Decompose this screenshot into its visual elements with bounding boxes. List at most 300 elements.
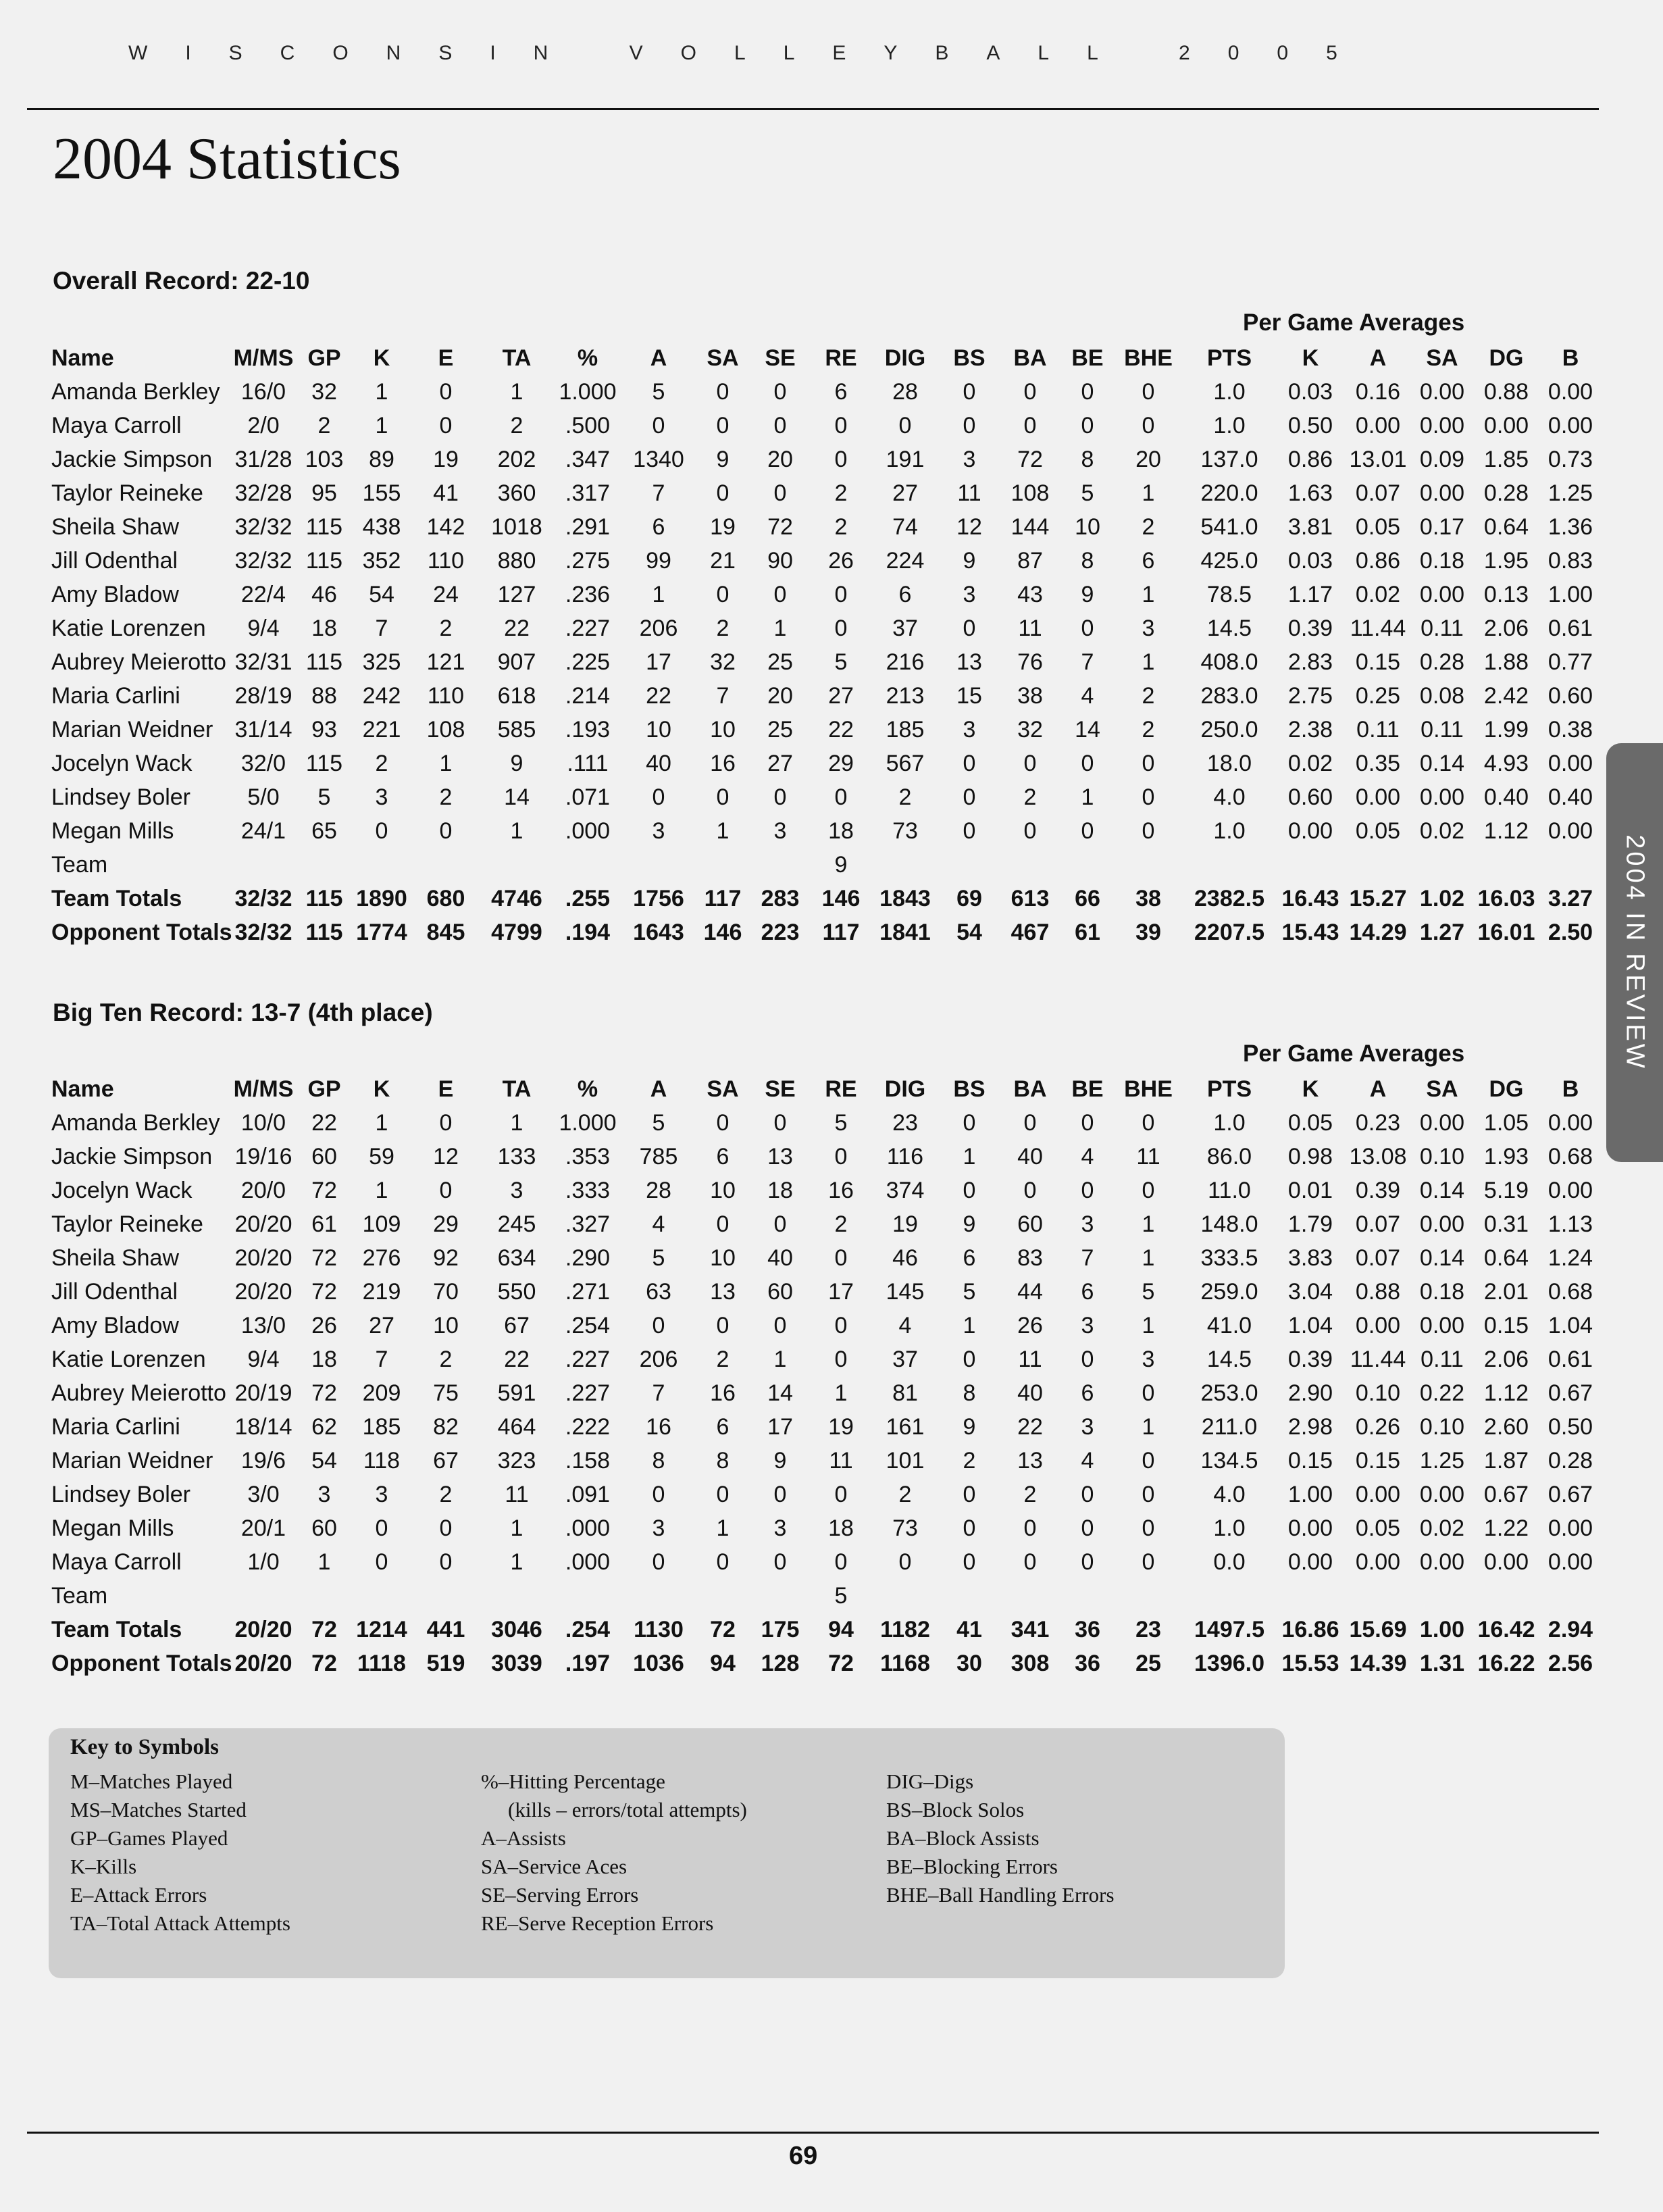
column-header: B: [1562, 1076, 1579, 1102]
stat-cell: 118: [363, 1447, 401, 1474]
stat-cell: 0: [834, 615, 848, 641]
stat-cell: 0: [834, 1346, 848, 1372]
stat-cell: 0.00: [1419, 1481, 1465, 1507]
stat-cell: 16: [828, 1177, 854, 1203]
key-entry: TA–Total Attack Attempts: [70, 1911, 290, 1935]
column-header: %: [577, 345, 598, 371]
stat-cell: 0: [898, 1549, 912, 1575]
stat-cell: 12: [433, 1143, 459, 1170]
stat-cell: [750, 1579, 811, 1613]
stat-cell: 26: [1017, 1312, 1043, 1338]
stat-cell: 0: [1142, 1481, 1155, 1507]
stat-cell: 0.64: [1483, 513, 1529, 540]
stat-cell: 1890: [356, 885, 407, 911]
column-header: Name: [51, 345, 114, 371]
stat-cell: Jill Odenthal: [51, 1278, 178, 1305]
stat-cell: 1: [963, 1312, 976, 1338]
stat-cell: 0.09: [1419, 446, 1465, 472]
stat-cell: 72: [311, 1616, 337, 1642]
key-entry: A–Assists: [481, 1826, 566, 1850]
player-row: [47, 747, 1601, 780]
stat-cell: 0: [773, 1312, 787, 1338]
stat-cell: 0.67: [1547, 1481, 1593, 1507]
stat-cell: 333.5: [1200, 1245, 1258, 1271]
stat-cell: 11: [1018, 615, 1042, 641]
player-row: [47, 611, 1601, 645]
stat-cell: .500: [565, 412, 611, 438]
stat-cell: 0.03: [1287, 547, 1333, 574]
stat-cell: 567: [886, 750, 925, 776]
stat-cell: 1018: [491, 513, 542, 540]
stat-cell: 1774: [356, 919, 407, 945]
stat-cell: 0: [716, 412, 730, 438]
stat-cell: 0: [963, 1481, 976, 1507]
player-row: [47, 510, 1601, 544]
stat-cell: 0: [834, 1549, 848, 1575]
stat-cell: 1: [510, 1549, 523, 1575]
stat-cell: 0.00: [1419, 784, 1465, 810]
stat-cell: 16/0: [240, 378, 286, 405]
stat-cell: 1: [510, 818, 523, 844]
stat-cell: 185: [362, 1413, 401, 1440]
player-row: [47, 1106, 1601, 1140]
stat-cell: 117: [704, 885, 742, 911]
stat-cell: 0: [1142, 378, 1155, 405]
stat-cell: [1412, 1579, 1473, 1613]
stat-cell: 15.43: [1281, 919, 1339, 945]
key-entry: SA–Service Aces: [481, 1855, 628, 1878]
stat-cell: 0.00: [1419, 1549, 1465, 1575]
side-tab-label: 2004 IN REVIEW: [1620, 834, 1649, 1071]
stat-cell: 5: [834, 1582, 848, 1609]
stat-cell: .158: [565, 1447, 611, 1474]
stat-cell: 1: [375, 412, 388, 438]
column-header: SE: [765, 345, 796, 371]
stat-cell: 1168: [880, 1650, 930, 1676]
player-row: [47, 713, 1601, 747]
stat-cell: 6: [652, 513, 665, 540]
stat-cell: 0: [1023, 750, 1037, 776]
stat-cell: 0: [1142, 1177, 1155, 1203]
stat-cell: 0: [834, 446, 848, 472]
stat-cell: 0: [1023, 818, 1037, 844]
stat-cell: 22: [1017, 1413, 1043, 1440]
stat-cell: 3: [1081, 1312, 1094, 1338]
stat-cell: .091: [565, 1481, 611, 1507]
stat-cell: 60: [311, 1143, 337, 1170]
stat-cell: 21: [710, 547, 736, 574]
key-entry: %–Hitting Percentage: [481, 1769, 665, 1793]
stat-cell: 10: [1075, 513, 1100, 540]
stat-cell: 40: [646, 750, 671, 776]
stat-cell: 3: [963, 581, 976, 607]
player-row: [47, 1342, 1601, 1376]
stat-cell: 2.83: [1287, 649, 1333, 675]
overall-stats-table: [47, 341, 1601, 949]
key-entry: DIG–Digs: [886, 1769, 974, 1793]
key-entry: (kills – errors/total attempts): [508, 1798, 747, 1821]
stat-cell: 2.94: [1547, 1616, 1593, 1642]
player-row: [47, 1478, 1601, 1511]
stat-cell: 0: [773, 378, 787, 405]
stat-cell: 221: [362, 716, 401, 743]
stat-cell: 1.25: [1419, 1447, 1465, 1474]
stat-cell: 0: [716, 1211, 730, 1237]
stat-cell: 27: [767, 750, 793, 776]
stat-cell: 1.25: [1547, 480, 1593, 506]
stat-cell: 0: [1023, 1515, 1037, 1541]
stat-cell: 276: [362, 1245, 401, 1271]
stat-cell: [480, 1579, 554, 1613]
stat-cell: 16.43: [1281, 885, 1339, 911]
stat-cell: 0.00: [1419, 1211, 1465, 1237]
stat-cell: 0.88: [1483, 378, 1529, 405]
stat-cell: 0.05: [1355, 818, 1401, 844]
stat-cell: 0: [375, 1549, 388, 1575]
key-entry: GP–Games Played: [70, 1826, 228, 1850]
stat-cell: [1115, 848, 1182, 882]
stat-cell: 0.40: [1547, 784, 1593, 810]
stat-cell: Maya Carroll: [51, 1549, 182, 1575]
stat-cell: 3046: [491, 1616, 542, 1642]
column-header: A: [1369, 1076, 1387, 1102]
stat-cell: 127: [497, 581, 536, 607]
stat-cell: 0.28: [1419, 649, 1465, 675]
stat-cell: 1.31: [1419, 1650, 1465, 1676]
stat-cell: 10: [710, 1245, 736, 1271]
stat-cell: 11: [1018, 1346, 1042, 1372]
stat-cell: 541.0: [1200, 513, 1258, 540]
stat-cell: 1: [317, 1549, 331, 1575]
stat-cell: 37: [892, 615, 918, 641]
stat-cell: 72: [311, 1245, 337, 1271]
stat-cell: 1.27: [1419, 919, 1465, 945]
stat-cell: 6: [716, 1413, 730, 1440]
stat-cell: 2.50: [1547, 919, 1593, 945]
stat-cell: 634: [497, 1245, 536, 1271]
stat-cell: 0.00: [1483, 412, 1529, 438]
stat-cell: 32/32: [234, 513, 292, 540]
stat-cell: 4: [1081, 682, 1094, 709]
stat-cell: 2: [439, 784, 453, 810]
stat-cell: .071: [565, 784, 611, 810]
stat-cell: 92: [433, 1245, 459, 1271]
stat-cell: 0: [1023, 378, 1037, 405]
stat-cell: 31/28: [234, 446, 292, 472]
stat-cell: .000: [565, 1515, 611, 1541]
stat-cell: 0: [652, 1481, 665, 1507]
stat-cell: 0: [439, 1177, 453, 1203]
stat-cell: 0.77: [1547, 649, 1593, 675]
stat-cell: [621, 848, 696, 882]
stat-cell: 209: [362, 1380, 401, 1406]
stat-cell: 223: [761, 919, 800, 945]
stat-cell: 220.0: [1200, 480, 1258, 506]
stat-cell: 40: [767, 1245, 793, 1271]
stat-cell: 3: [1142, 615, 1155, 641]
stat-cell: [1000, 848, 1060, 882]
stat-cell: 0.00: [1355, 1312, 1401, 1338]
stat-cell: 0.18: [1419, 1278, 1465, 1305]
stat-cell: 11: [1136, 1143, 1160, 1170]
stat-cell: 82: [433, 1413, 459, 1440]
stat-cell: 0.39: [1287, 1346, 1333, 1372]
stat-cell: 13: [710, 1278, 736, 1305]
stat-cell: 29: [433, 1211, 459, 1237]
stat-cell: 16.42: [1477, 1616, 1535, 1642]
stat-cell: [412, 1579, 480, 1613]
stat-cell: 175: [761, 1616, 800, 1642]
stat-cell: 2207.5: [1194, 919, 1264, 945]
stat-cell: 103: [305, 446, 344, 472]
key-column-3: [886, 1767, 1115, 1909]
stat-cell: 0.60: [1287, 784, 1333, 810]
key-title: Key to Symbols: [70, 1735, 220, 1759]
stat-cell: 0.25: [1355, 682, 1401, 709]
stat-cell: 0: [1142, 784, 1155, 810]
stat-cell: 61: [1075, 919, 1100, 945]
stat-cell: 0.05: [1287, 1109, 1333, 1136]
stat-cell: .000: [565, 818, 611, 844]
stat-cell: 75: [433, 1380, 459, 1406]
stat-cell: 13: [1017, 1447, 1043, 1474]
stat-cell: 3: [1081, 1211, 1094, 1237]
stat-cell: 0: [1081, 818, 1094, 844]
stat-cell: 7: [375, 615, 388, 641]
stat-cell: 108: [1010, 480, 1050, 506]
stat-cell: 438: [362, 513, 401, 540]
stat-cell: 72: [311, 1650, 337, 1676]
stat-cell: 16: [710, 750, 736, 776]
stat-cell: 9: [963, 1413, 976, 1440]
stat-cell: 6: [898, 581, 912, 607]
stat-cell: 5: [834, 649, 848, 675]
stat-cell: 216: [886, 649, 925, 675]
stat-cell: 0: [1142, 750, 1155, 776]
stat-cell: 54: [369, 581, 394, 607]
stat-cell: 2.06: [1483, 1346, 1529, 1372]
stat-cell: 1: [834, 1380, 848, 1406]
stat-cell: 0.02: [1355, 581, 1401, 607]
player-row: [47, 443, 1601, 476]
stat-cell: 2: [1023, 784, 1037, 810]
stat-cell: 17: [828, 1278, 854, 1305]
stat-cell: 3.04: [1287, 1278, 1333, 1305]
stat-cell: .111: [567, 750, 609, 776]
stat-cell: 0.00: [1547, 750, 1593, 776]
stat-cell: .194: [565, 919, 611, 945]
stat-cell: 0: [1142, 412, 1155, 438]
stat-cell: 1396.0: [1194, 1650, 1264, 1676]
running-header: WISCONSIN VOLLEYBALL 2005: [128, 42, 1375, 64]
stat-cell: 14.5: [1206, 1346, 1252, 1372]
stat-cell: 0: [716, 1312, 730, 1338]
stat-cell: 1.00: [1287, 1481, 1333, 1507]
stat-cell: 32: [1017, 716, 1043, 743]
stat-cell: 618: [497, 682, 536, 709]
stat-cell: Jackie Simpson: [51, 446, 213, 472]
stat-cell: [871, 1579, 939, 1613]
stat-cell: 4: [1081, 1143, 1094, 1170]
column-header: SA: [1426, 345, 1458, 371]
stat-cell: 0: [1142, 1447, 1155, 1474]
stat-cell: .290: [565, 1245, 611, 1271]
stat-cell: 0.38: [1547, 716, 1593, 743]
stat-cell: 13.01: [1349, 446, 1407, 472]
stat-cell: 1: [510, 1109, 523, 1136]
stat-cell: 2.90: [1287, 1380, 1333, 1406]
key-entry: MS–Matches Started: [70, 1798, 247, 1821]
stat-cell: 1: [375, 1177, 388, 1203]
stat-cell: [480, 848, 554, 882]
stat-cell: 3: [773, 1515, 787, 1541]
stat-cell: 67: [433, 1447, 459, 1474]
stat-cell: 3/0: [247, 1481, 280, 1507]
stat-cell: 94: [828, 1616, 854, 1642]
stat-cell: 1.17: [1287, 581, 1333, 607]
stat-cell: 72: [311, 1380, 337, 1406]
stat-cell: 0.15: [1483, 1312, 1529, 1338]
stat-cell: 211.0: [1201, 1413, 1258, 1440]
stat-cell: 0.02: [1419, 818, 1465, 844]
stat-cell: 0: [834, 412, 848, 438]
stat-cell: 14: [1075, 716, 1100, 743]
stat-cell: 14: [504, 784, 530, 810]
stat-cell: Megan Mills: [51, 1515, 174, 1541]
stat-cell: 3.27: [1547, 885, 1593, 911]
stat-cell: 1: [1142, 649, 1155, 675]
stat-cell: 1843: [879, 885, 931, 911]
stat-cell: 2: [834, 1211, 848, 1237]
stat-cell: Sheila Shaw: [51, 513, 180, 540]
stat-cell: 32/32: [234, 547, 292, 574]
key-entry: E–Attack Errors: [70, 1883, 207, 1907]
stat-cell: 11.44: [1350, 615, 1406, 641]
stat-cell: 0: [773, 1481, 787, 1507]
stat-cell: 325: [362, 649, 401, 675]
stat-cell: 72: [311, 1278, 337, 1305]
stat-cell: 27: [892, 480, 918, 506]
stat-cell: 1118: [357, 1650, 406, 1676]
stat-cell: 0: [652, 1312, 665, 1338]
player-row: [47, 1376, 1601, 1410]
stat-cell: 0: [716, 784, 730, 810]
stat-cell: Megan Mills: [51, 818, 174, 844]
stat-cell: 0: [963, 1109, 976, 1136]
stat-cell: .333: [565, 1177, 611, 1203]
stat-cell: 8: [1081, 547, 1094, 574]
stat-cell: 0: [963, 1515, 976, 1541]
stat-cell: 1: [375, 1109, 388, 1136]
stat-cell: .275: [565, 547, 611, 574]
stat-cell: 0.50: [1547, 1413, 1593, 1440]
stat-cell: 464: [497, 1413, 536, 1440]
stat-cell: 2: [963, 1447, 976, 1474]
stat-cell: 0.15: [1287, 1447, 1333, 1474]
stat-cell: Team: [51, 1582, 108, 1609]
stat-cell: 115: [305, 885, 343, 911]
stat-cell: 1: [716, 1515, 730, 1541]
stat-cell: 0.07: [1355, 1245, 1401, 1271]
stat-cell: 0: [1081, 1515, 1094, 1541]
stat-cell: 73: [892, 1515, 918, 1541]
stat-cell: 17: [646, 649, 671, 675]
stat-cell: 1841: [879, 919, 931, 945]
stat-cell: 1.0: [1213, 1515, 1246, 1541]
stat-cell: 20/0: [240, 1177, 286, 1203]
player-row: [47, 1410, 1601, 1444]
stat-cell: 9/4: [247, 1346, 280, 1372]
column-header: DIG: [884, 1076, 926, 1102]
stat-cell: 0.83: [1547, 547, 1593, 574]
player-row: [47, 1444, 1601, 1478]
bigten-heading: Big Ten Record: 13-7 (4th place): [53, 999, 433, 1026]
stat-cell: 40: [1017, 1143, 1043, 1170]
stat-cell: 2: [439, 1346, 453, 1372]
stat-cell: 78.5: [1206, 581, 1252, 607]
stat-cell: 374: [886, 1177, 925, 1203]
key-entry: K–Kills: [70, 1855, 137, 1878]
stat-cell: Jill Odenthal: [51, 547, 178, 574]
stat-cell: 0.00: [1419, 378, 1465, 405]
stat-cell: 11.0: [1208, 1177, 1251, 1203]
stat-cell: 0.00: [1287, 1515, 1333, 1541]
stat-cell: 224: [886, 547, 925, 574]
column-header: RE: [825, 345, 857, 371]
stat-cell: 5: [834, 1109, 848, 1136]
stat-cell: 0.28: [1483, 480, 1529, 506]
stat-cell: 20: [1135, 446, 1161, 472]
stat-cell: 1.04: [1287, 1312, 1333, 1338]
stat-cell: 0.13: [1483, 581, 1529, 607]
stat-cell: [1182, 1579, 1277, 1613]
key-entry: SE–Serving Errors: [481, 1883, 639, 1907]
column-header: K: [373, 345, 390, 371]
stat-cell: 22: [828, 716, 854, 743]
stat-cell: 20: [767, 446, 793, 472]
column-header: BA: [1013, 1076, 1047, 1102]
stat-cell: 110: [427, 547, 465, 574]
stat-cell: 9: [963, 547, 976, 574]
player-row: [47, 848, 1601, 882]
stat-cell: 32: [710, 649, 736, 675]
stat-cell: 1130: [634, 1616, 684, 1642]
column-header: SA: [1426, 1076, 1458, 1102]
stat-cell: .225: [565, 649, 611, 675]
stat-cell: 11: [829, 1447, 853, 1474]
stat-cell: 0: [1023, 1549, 1037, 1575]
stat-cell: Taylor Reineke: [51, 1211, 203, 1237]
stat-cell: 1: [1142, 480, 1155, 506]
stat-cell: 4: [652, 1211, 665, 1237]
stat-cell: 146: [821, 885, 861, 911]
stat-cell: 1: [716, 818, 730, 844]
stat-cell: Maria Carlini: [51, 1413, 180, 1440]
stat-cell: .353: [565, 1143, 611, 1170]
stat-cell: .254: [565, 1616, 611, 1642]
top-rule: [27, 108, 1599, 110]
stat-cell: 9: [834, 851, 848, 878]
stat-cell: 24/1: [240, 818, 286, 844]
stat-cell: 1/0: [247, 1549, 280, 1575]
stat-cell: 4746: [491, 885, 542, 911]
stat-cell: 14: [767, 1380, 793, 1406]
stat-cell: 0.23: [1355, 1109, 1401, 1136]
stat-cell: 0.14: [1419, 1245, 1465, 1271]
stat-cell: 5: [963, 1278, 976, 1305]
stat-cell: 15: [956, 682, 982, 709]
stat-cell: 30: [956, 1650, 982, 1676]
